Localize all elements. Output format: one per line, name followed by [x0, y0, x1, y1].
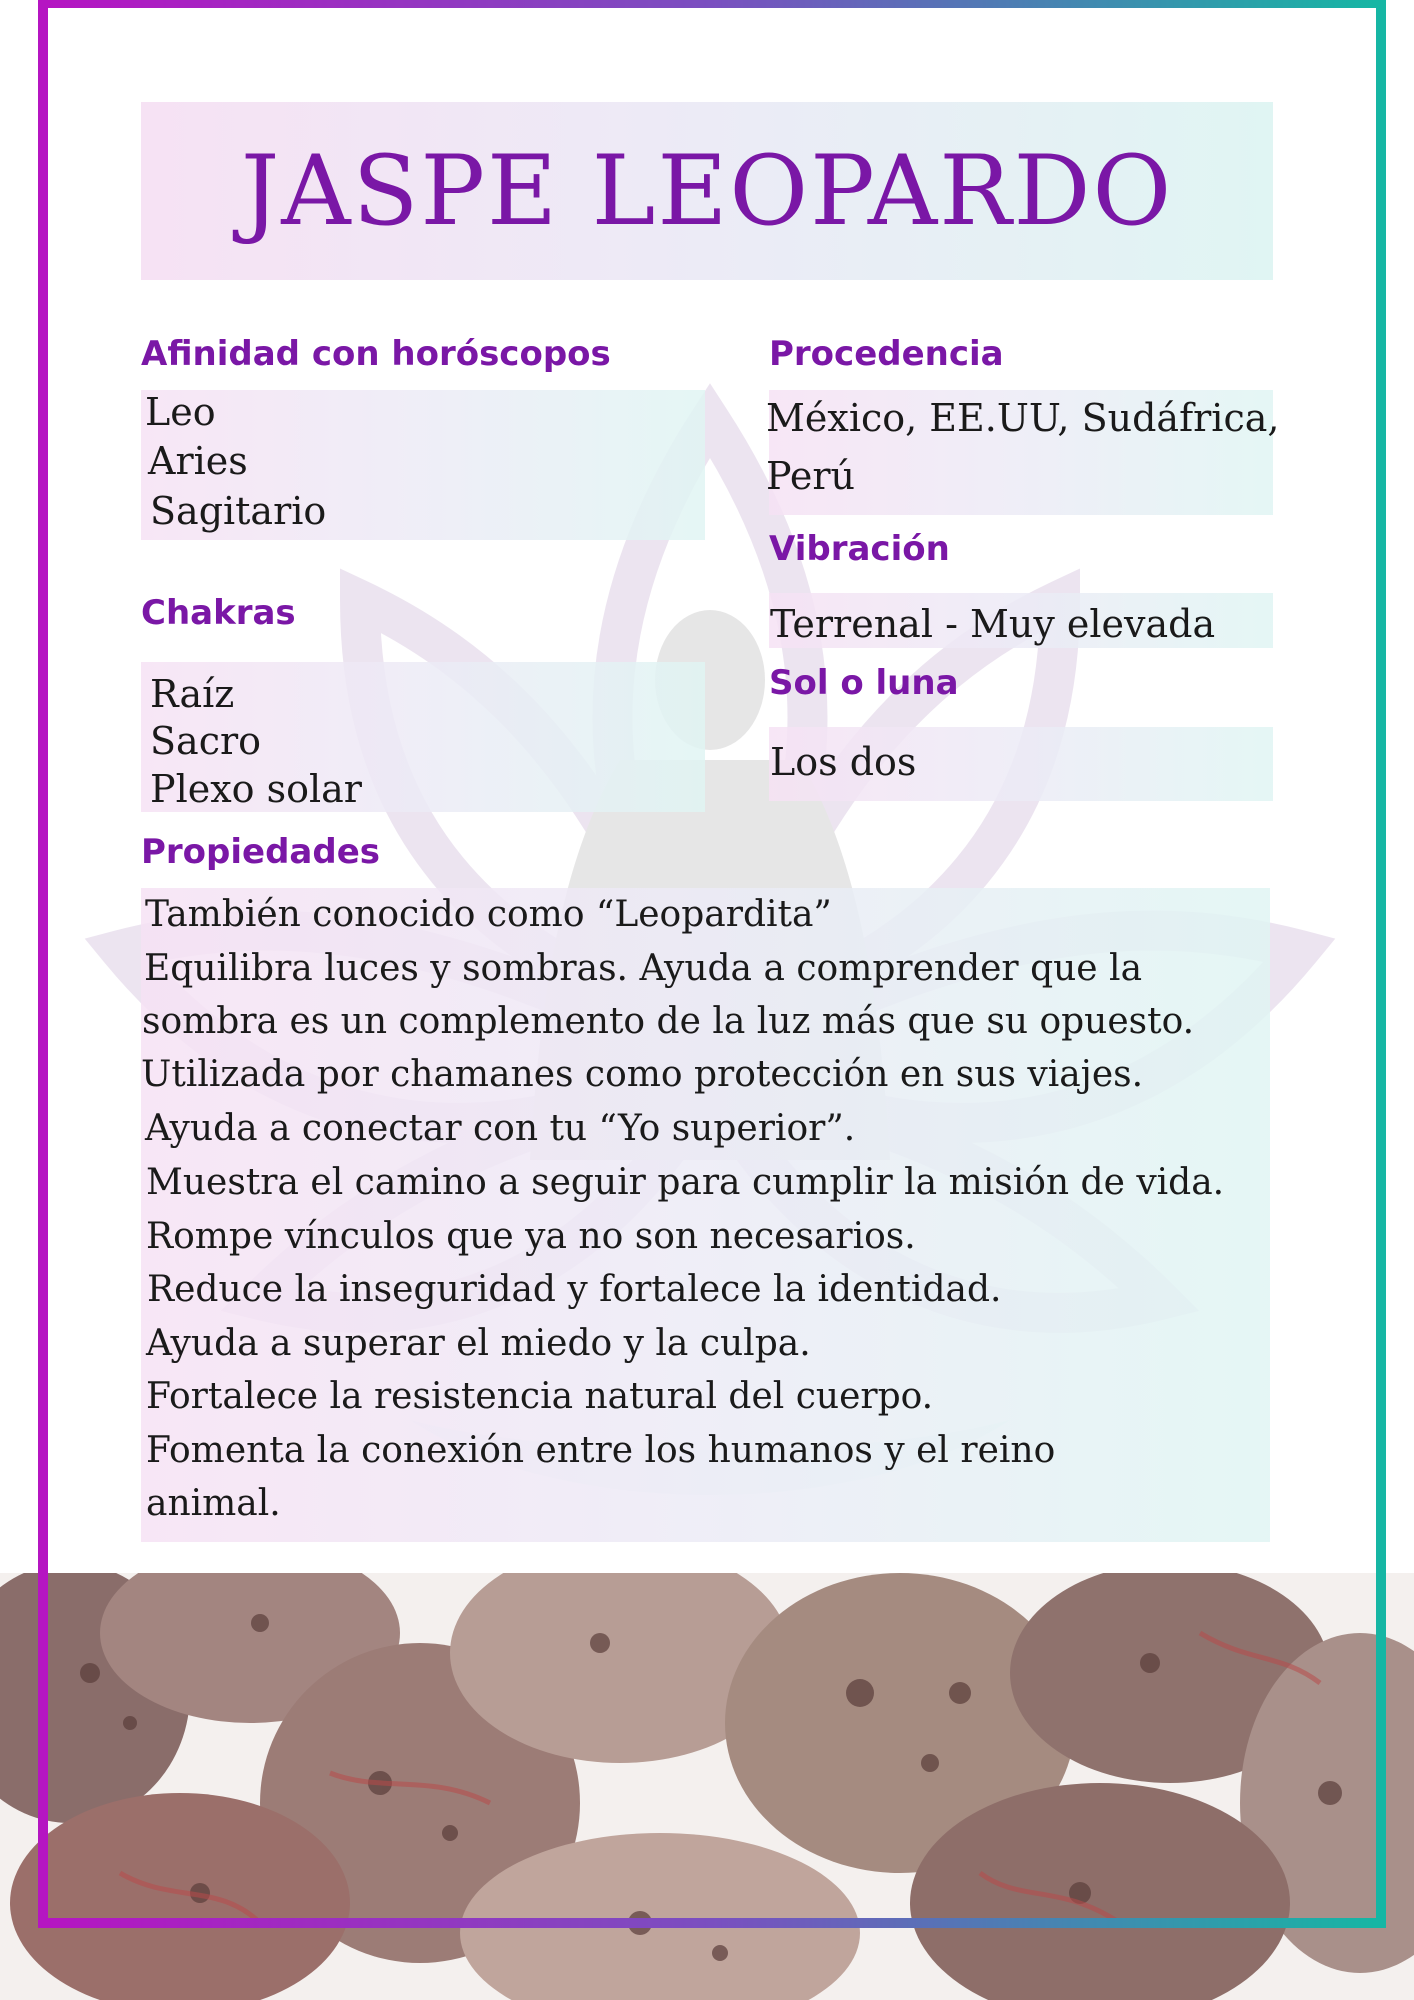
page-frame: [38, 0, 1386, 1928]
chakra-item: Plexo solar: [150, 767, 362, 811]
propiedades-label: Propiedades: [141, 832, 381, 872]
propiedad-line: Muestra el camino a seguir para cumplir la misión de vida.: [146, 1162, 1225, 1203]
propiedad-line: Ayuda a superar el miedo y la culpa.: [146, 1323, 811, 1364]
propiedad-line: Fortalece la resistencia natural del cuerpo.: [146, 1376, 934, 1417]
horoscopo-item: Leo: [145, 390, 216, 434]
propiedad-line: Ayuda a conectar con tu “Yo superior”.: [145, 1108, 856, 1149]
propiedad-line: También conocido como “Leopardita”: [145, 894, 832, 935]
page-title: JASPE LEOPARDO: [240, 135, 1174, 247]
sol-luna-value: Los dos: [770, 740, 917, 784]
chakra-item: Raíz: [150, 672, 235, 716]
horoscopos-label: Afinidad con horóscopos: [141, 334, 611, 374]
propiedad-line: animal.: [146, 1483, 281, 1524]
propiedad-line: Rompe vínculos que ya no son necesarios.: [146, 1216, 916, 1257]
horoscopo-item: Sagitario: [150, 489, 327, 533]
propiedad-line: Utilizada por chamanes como protección en sus viajes.: [141, 1054, 1144, 1095]
vibracion-value: Terrenal - Muy elevada: [770, 602, 1216, 646]
propiedad-line: sombra es un complemento de la luz más que su opuesto.: [142, 1001, 1195, 1042]
chakras-label: Chakras: [141, 593, 296, 633]
vibracion-label: Vibración: [769, 529, 950, 569]
procedencia-line: México, EE.UU, Sudáfrica,: [766, 396, 1280, 440]
procedencia-label: Procedencia: [769, 334, 1004, 374]
horoscopo-item: Aries: [148, 439, 248, 483]
propiedad-line: Fomenta la conexión entre los humanos y el reino: [146, 1430, 1056, 1471]
propiedad-line: Equilibra luces y sombras. Ayuda a comprender que la: [144, 948, 1143, 989]
procedencia-line: Perú: [766, 454, 855, 498]
propiedad-line: Reduce la inseguridad y fortalece la identidad.: [147, 1269, 1002, 1310]
chakra-item: Sacro: [150, 719, 262, 763]
sol-luna-label: Sol o luna: [769, 663, 959, 703]
